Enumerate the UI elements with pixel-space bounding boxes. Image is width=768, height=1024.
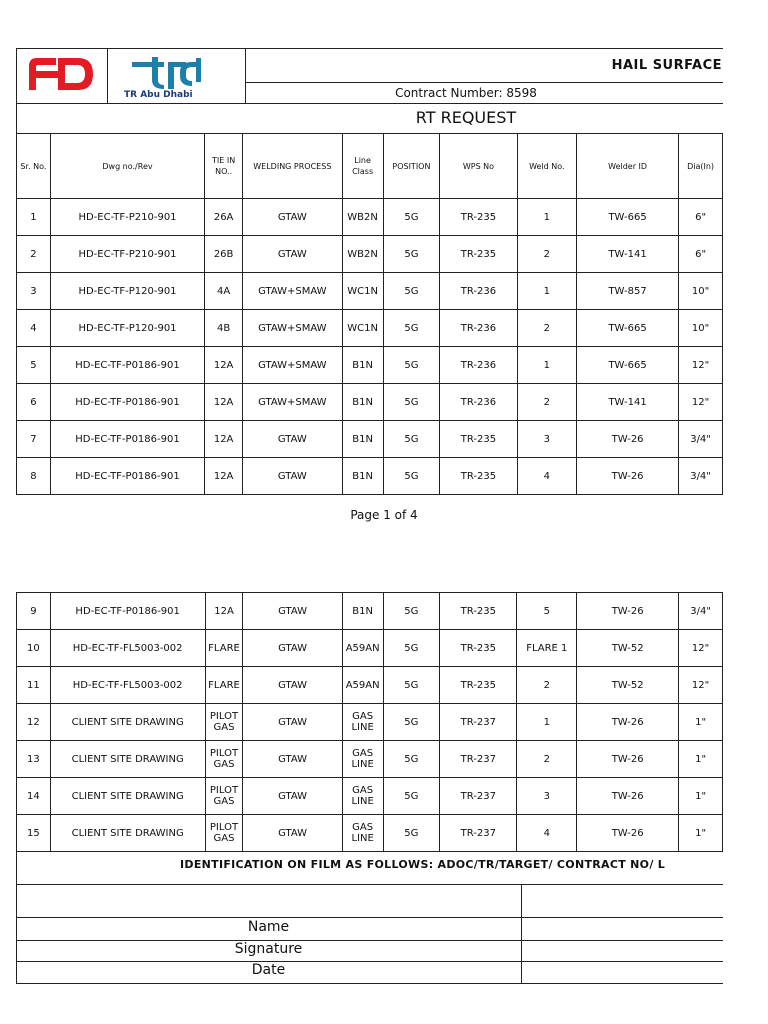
table-cell: 3/4" (679, 593, 723, 630)
table-cell: TR-236 (440, 384, 517, 421)
table-cell: 1" (679, 778, 723, 815)
table-cell: 5 (517, 593, 577, 630)
table-cell: 10" (679, 273, 723, 310)
table-cell: A59AN (342, 667, 383, 704)
table-cell: 12A (205, 347, 243, 384)
table-cell: WB2N (342, 199, 383, 236)
table-cell: GTAW (243, 421, 343, 458)
table-cell: TR-237 (440, 741, 517, 778)
table-cell: 12A (205, 593, 243, 630)
table-cell: 4A (205, 273, 243, 310)
table-cell: TW-665 (577, 347, 679, 384)
table-cell: 9 (17, 593, 51, 630)
ad-logo (26, 54, 96, 94)
table-cell: 5G (383, 593, 440, 630)
table-cell: 7 (17, 421, 51, 458)
project-title: HAIL SURFACE (611, 58, 722, 73)
table-cell: 13 (17, 741, 51, 778)
table-row (17, 815, 723, 852)
table-cell: 6 (17, 384, 51, 421)
table-cell: CLIENT SITE DRAWING (50, 778, 205, 815)
table-cell: HD-EC-TF-P0186-901 (50, 458, 204, 495)
table-cell: TW-665 (577, 310, 679, 347)
column-header: Line Class (342, 134, 383, 199)
table-cell: 5G (383, 236, 440, 273)
table-cell: GTAW (243, 458, 343, 495)
table-row (17, 310, 723, 347)
table-cell: GTAW (243, 815, 342, 852)
table-cell: B1N (342, 593, 383, 630)
table-cell: 1" (679, 815, 723, 852)
table-cell: TR-235 (440, 667, 517, 704)
table-cell: 1" (679, 704, 723, 741)
table-cell: 4 (517, 815, 577, 852)
table-cell: 5G (383, 815, 440, 852)
table-cell: 1 (517, 704, 577, 741)
table-cell: 5G (383, 704, 440, 741)
table-header-row (17, 134, 723, 199)
table-row (17, 458, 723, 495)
document-title: RT REQUEST (415, 108, 517, 127)
table-cell: 3 (17, 273, 51, 310)
table-cell: TW-26 (577, 778, 679, 815)
table-cell: 3/4" (679, 458, 723, 495)
table-cell: TR-235 (440, 199, 517, 236)
table-cell: TR-237 (440, 815, 517, 852)
table-cell: CLIENT SITE DRAWING (50, 815, 205, 852)
table-row (17, 236, 723, 273)
table-cell: 5G (383, 199, 440, 236)
table-cell: 10" (679, 310, 723, 347)
table-cell: 2 (517, 236, 577, 273)
table-cell: GTAW+SMAW (243, 347, 343, 384)
table-cell: 12A (205, 421, 243, 458)
table-cell: 12" (679, 667, 723, 704)
table-cell: TW-141 (577, 384, 679, 421)
table-cell: GAS LINE (342, 704, 383, 741)
table-cell: 5G (383, 384, 440, 421)
column-header: Sr. No. (17, 134, 51, 199)
table-cell: HD-EC-TF-P120-901 (50, 273, 204, 310)
table-cell: FLARE (205, 630, 243, 667)
table-cell: PILOT GAS (205, 815, 243, 852)
table-cell: 5G (383, 347, 440, 384)
page-number: Page 1 of 4 (350, 508, 418, 522)
table-cell: HD-EC-TF-P0186-901 (50, 384, 204, 421)
table-cell: HD-EC-TF-P210-901 (50, 199, 204, 236)
table-cell: B1N (342, 347, 383, 384)
table-row (17, 273, 723, 310)
table-cell: 5G (383, 741, 440, 778)
header-divider (16, 103, 723, 104)
column-header: POSITION (383, 134, 440, 199)
table-cell: 14 (17, 778, 51, 815)
table-cell: GTAW+SMAW (243, 310, 343, 347)
table-cell: GTAW (243, 593, 342, 630)
table-cell: TW-26 (577, 593, 679, 630)
table-cell: FLARE (205, 667, 243, 704)
header-divider (245, 82, 723, 83)
table-cell: 2 (517, 741, 577, 778)
table-cell: GTAW (243, 630, 342, 667)
table-cell: TW-141 (577, 236, 679, 273)
table-row (17, 704, 723, 741)
table-cell: GAS LINE (342, 778, 383, 815)
film-identification: IDENTIFICATION ON FILM AS FOLLOWS: ADOC/TR/TARGET/ CONTRACT NO/ L (180, 858, 666, 871)
table-cell: GTAW+SMAW (243, 384, 343, 421)
table-cell: 1 (517, 199, 577, 236)
date-label: Date (251, 962, 286, 978)
table-cell: A59AN (342, 630, 383, 667)
table-cell: 2 (517, 384, 577, 421)
table-cell: TR-235 (440, 236, 517, 273)
table-row (17, 347, 723, 384)
table-cell: TR-236 (440, 347, 517, 384)
column-header: Weld No. (517, 134, 577, 199)
table-cell: GAS LINE (342, 815, 383, 852)
table-cell: HD-EC-TF-P0186-901 (50, 593, 205, 630)
table-cell: 15 (17, 815, 51, 852)
frame-line (521, 884, 522, 984)
table-cell: 12" (679, 347, 723, 384)
table-cell: 2 (517, 667, 577, 704)
table-cell: 5G (383, 778, 440, 815)
table-cell: TW-26 (577, 704, 679, 741)
table-cell: 4 (517, 458, 577, 495)
table-cell: TR-235 (440, 630, 517, 667)
table-row (17, 421, 723, 458)
table-cell: 5G (383, 421, 440, 458)
frame-line (16, 983, 723, 984)
table-cell: 1 (517, 273, 577, 310)
table-cell: 6" (679, 236, 723, 273)
table-row (17, 630, 723, 667)
table-cell: GAS LINE (342, 741, 383, 778)
column-header: TIE IN NO.. (205, 134, 243, 199)
table-cell: FLARE 1 (517, 630, 577, 667)
name-label: Name (247, 919, 290, 935)
table-cell: PILOT GAS (205, 778, 243, 815)
table-cell: 12A (205, 458, 243, 495)
table-cell: TW-26 (577, 741, 679, 778)
table-row (17, 741, 723, 778)
signature-label: Signature (234, 941, 303, 957)
table-cell: GTAW (243, 236, 343, 273)
table-cell: B1N (342, 384, 383, 421)
table-cell: WB2N (342, 236, 383, 273)
rt-request-table-page1 (16, 133, 723, 495)
column-header: WELDING PROCESS (243, 134, 343, 199)
table-cell: HD-EC-TF-P0186-901 (50, 347, 204, 384)
table-cell: TW-665 (577, 199, 679, 236)
frame-line (16, 884, 723, 885)
table-cell: B1N (342, 458, 383, 495)
table-cell: 1" (679, 741, 723, 778)
table-cell: 12 (17, 704, 51, 741)
table-cell: 3/4" (679, 421, 723, 458)
table-cell: 12" (679, 384, 723, 421)
table-cell: CLIENT SITE DRAWING (50, 704, 205, 741)
table-cell: PILOT GAS (205, 704, 243, 741)
table-cell: 3 (517, 778, 577, 815)
table-row (17, 778, 723, 815)
table-cell: PILOT GAS (205, 741, 243, 778)
table-row (17, 593, 723, 630)
table-cell: 12A (205, 384, 243, 421)
table-row (17, 384, 723, 421)
table-cell: 11 (17, 667, 51, 704)
table-cell: TR-235 (440, 593, 517, 630)
table-cell: HD-EC-TF-P120-901 (50, 310, 204, 347)
table-cell: 26B (205, 236, 243, 273)
rt-request-table-page2 (16, 592, 723, 852)
table-cell: 26A (205, 199, 243, 236)
table-row (17, 199, 723, 236)
table-cell: TW-26 (577, 458, 679, 495)
table-cell: TW-52 (577, 667, 679, 704)
table-cell: 2 (17, 236, 51, 273)
table-cell: GTAW (243, 778, 342, 815)
table-cell: 4B (205, 310, 243, 347)
table-cell: TW-26 (577, 421, 679, 458)
table-cell: GTAW (243, 199, 343, 236)
table-cell: GTAW (243, 704, 342, 741)
table-cell: B1N (342, 421, 383, 458)
column-header: Dia(In) (679, 134, 723, 199)
table-cell: HD-EC-TF-P210-901 (50, 236, 204, 273)
table-cell: 5G (383, 458, 440, 495)
table-cell: 1 (17, 199, 51, 236)
table-cell: TR-237 (440, 704, 517, 741)
column-header: Dwg no./Rev (50, 134, 204, 199)
table-cell: TW-52 (577, 630, 679, 667)
table-cell: TW-26 (577, 815, 679, 852)
table-cell: GTAW+SMAW (243, 273, 343, 310)
table-cell: 5G (383, 630, 440, 667)
table-cell: GTAW (243, 667, 342, 704)
table-row (17, 667, 723, 704)
table-cell: TW-857 (577, 273, 679, 310)
table-cell: WC1N (342, 310, 383, 347)
table-cell: TR-236 (440, 273, 517, 310)
table-cell: GTAW (243, 741, 342, 778)
table-cell: 12" (679, 630, 723, 667)
contract-number: Contract Number: 8598 (395, 86, 537, 100)
table-cell: 1 (517, 347, 577, 384)
tr-logo-label: TR Abu Dhabi (124, 90, 193, 100)
table-cell: HD-EC-TF-P0186-901 (50, 421, 204, 458)
table-cell: 5 (17, 347, 51, 384)
table-cell: HD-EC-TF-FL5003-002 (50, 630, 205, 667)
header-divider (107, 48, 108, 104)
table-cell: TR-235 (440, 421, 517, 458)
table-cell: CLIENT SITE DRAWING (50, 741, 205, 778)
table-cell: 5G (383, 273, 440, 310)
table-cell: 8 (17, 458, 51, 495)
table-cell: 5G (383, 310, 440, 347)
frame-line (16, 917, 723, 918)
table-cell: HD-EC-TF-FL5003-002 (50, 667, 205, 704)
table-cell: TR-235 (440, 458, 517, 495)
table-cell: TR-236 (440, 310, 517, 347)
column-header: Welder ID (577, 134, 679, 199)
table-cell: 3 (517, 421, 577, 458)
table-cell: 4 (17, 310, 51, 347)
table-cell: 2 (517, 310, 577, 347)
table-cell: 5G (383, 667, 440, 704)
table-cell: 6" (679, 199, 723, 236)
table-cell: TR-237 (440, 778, 517, 815)
table-cell: WC1N (342, 273, 383, 310)
column-header: WPS No (440, 134, 517, 199)
table-cell: 10 (17, 630, 51, 667)
